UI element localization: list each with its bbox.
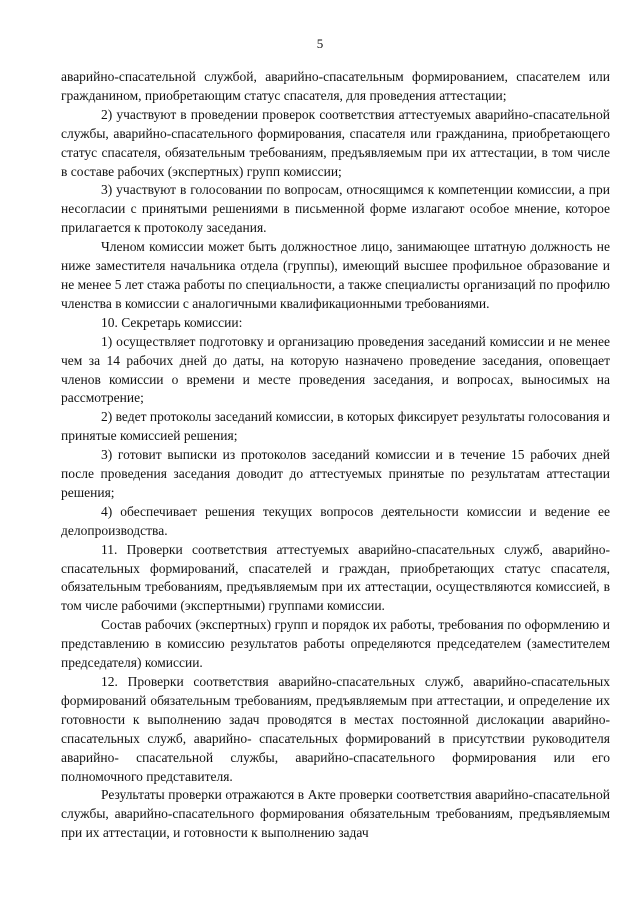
paragraph-item-3-voting: 3) участвуют в голосовании по вопросам, относящимся к компетенции комиссии, а при несогласии с принятыми решениями в письменной форме излагают особое мнение, которое прилагается к протоколу заседания. <box>61 182 610 236</box>
paragraph-item-2-participate-checks: 2) участвуют в проведении проверок соответствия аттестуемых аварийно-спасательной службы, аварийно-спасательного формирования, спасателя или гражданина, приобретающего статус спасателя, обязательным требованиям, предъявляемым при их аттестации, в том числе в составе рабочих (экспертных) групп комиссии; <box>61 106 610 179</box>
paragraph-inspection-results: Результаты проверки отражаются в Акте проверки соответствия аварийно-спасательной службы, аварийно-спасательного формирования обязательным требованиям, предъявляемым при их аттестации, и готовности к выполнению задач <box>61 787 610 841</box>
paragraph-section-10-heading: 10. Секретарь комиссии: <box>101 314 243 330</box>
paragraph-secretary-item-4: 4) обеспечивает решения текущих вопросов деятельности комиссии и ведение ее делопроизводства. <box>61 503 610 538</box>
paragraph-secretary-item-2: 2) ведет протоколы заседаний комиссии, в которых фиксирует результаты голосования и принятые комиссией решения; <box>61 409 610 444</box>
document-body <box>61 68 610 843</box>
paragraph-section-11: 11. Проверки соответствия аттестуемых аварийно-спасательных служб, аварийно-спасательных формирований, спасателей и граждан, приобретающих статус спасателя, обязательным требованиям, предъявляемым при их аттестации, осуществляются комиссией, в том числе рабочими (экспертными) группами комиссии. <box>61 541 610 614</box>
page-number: 5 <box>316 36 324 51</box>
paragraph-section-12: 12. Проверки соответствия аварийно-спасательных служб, аварийно-спасательных формирований обязательным требованиям, предъявляемым при аттестации, и определение их готовности к выполнению задач проводятся в местах постоянной дислокации аварийно-спасательных служб, аварийно- спасательных формирований в присутствии руководителя аварийно- спасательной службы, аварийно-спасательного формирования или его полномочного представителя. <box>61 674 610 784</box>
paragraph-secretary-item-1: 1) осуществляет подготовку и организацию проведения заседаний комиссии и не менее чем за 14 рабочих дней до даты, на которую назначено проведение заседания, оповещает членов комиссии о времени и месте проведения заседания, и вопросах, выносимых на рассмотрение; <box>61 333 610 406</box>
paragraph-working-groups: Состав рабочих (экспертных) групп и порядок их работы, требования по оформлению и представлению в комиссию результатов работы определяются председателем (заместителем председателя) комиссии. <box>61 617 610 671</box>
paragraph-member-eligibility: Членом комиссии может быть должностное лицо, занимающее штатную должность не ниже заместителя начальника отдела (группы), имеющий высшее профильное образование и не менее 5 лет стажа работы по специальности, а также специалисты организаций по профилю членства в комиссии с аналогичными квалификационными требованиями. <box>61 239 610 311</box>
paragraph-secretary-item-3: 3) готовит выписки из протоколов заседаний комиссии и в течение 15 рабочих дней после проведения заседания доводит до аттестуемых принятые по результатам аттестации решения; <box>61 447 610 500</box>
paragraph-continuation: аварийно-спасательной службой, аварийно-спасательным формированием, спасателем или гражданином, приобретающим статус спасателя, для проведения аттестации; <box>61 69 610 103</box>
